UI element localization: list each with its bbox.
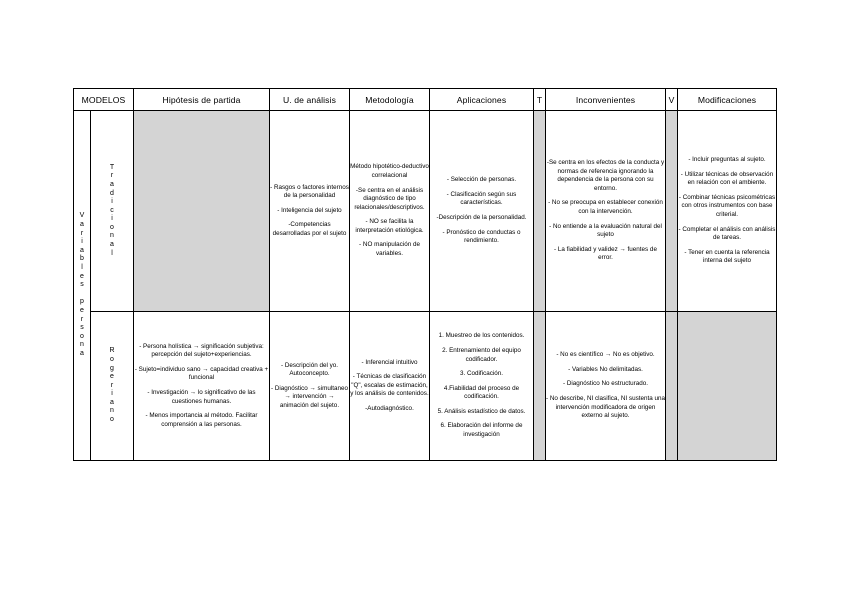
cell-paragraph: - Descripción del yo. Autoconcepto. — [280, 361, 339, 378]
header-v: V — [666, 89, 678, 111]
cell-paragraph: - Técnicas de clasificación "Q", escalas de estimación, y los análisis de contenidos. — [350, 373, 429, 398]
side-label-variables-persona — [74, 111, 91, 461]
tradicional-hipotesis-empty — [134, 111, 270, 312]
model-name-rogeriano — [91, 312, 134, 461]
tradicional-metodologia — [350, 111, 430, 312]
cell-paragraph: Método hipotético-deductivo correlacional — [350, 163, 429, 179]
vertical-letter: o — [110, 355, 114, 363]
header-inconvenientes: Inconvenientes — [546, 89, 666, 111]
vertical-letter: d — [110, 189, 114, 197]
cell-paragraph: 1. Muestreo de los contenidos. — [438, 332, 525, 340]
vertical-letter: s — [80, 281, 84, 289]
cell-paragraph: - Diagnóstico No estructurado. — [562, 380, 649, 388]
tradicional-aplicaciones — [430, 111, 534, 312]
header-modificaciones: Modificaciones — [678, 89, 777, 111]
tradicional-modificaciones — [678, 111, 777, 312]
cell-paragraph: - La fiabilidad y validez → fuentes de error. — [554, 245, 657, 262]
row-rogeriano — [74, 312, 777, 461]
cell-paragraph: - Combinar técnicas psicométricas con otros instrumentos con base criterial. — [678, 193, 776, 218]
header-modelos: MODELOS — [74, 89, 134, 111]
models-table — [73, 88, 777, 461]
vertical-letter — [74, 290, 90, 299]
tradicional-v — [666, 111, 678, 312]
cell-paragraph: - Tener en cuenta la referencia interna del sujeto — [684, 248, 770, 265]
model-name-tradicional — [91, 111, 134, 312]
vertical-letter: r — [80, 229, 84, 237]
cell-paragraph: 2. Entrenamiento del equipo codificador. — [442, 346, 521, 363]
vertical-letter: s — [80, 324, 84, 332]
vertical-letter: i — [81, 238, 83, 246]
cell-paragraph: - Clasificación según sus características. — [446, 190, 517, 207]
vertical-letter: g — [110, 364, 114, 372]
vertical-letter: e — [80, 306, 84, 314]
cell-paragraph: - Selección de personas. — [446, 176, 517, 184]
cell-paragraph: - Completar el análisis con análisis de tareas. — [678, 225, 776, 242]
vertical-letter: r — [110, 381, 114, 389]
cell-paragraph: - Diagnóstico → simultaneo → intervención → animación del sujeto. — [271, 384, 348, 409]
cell-paragraph: -Se centra en los efectos de la conducta y normas de referencia ignorando la dependencia de la persona con su entorno. — [546, 159, 665, 192]
vertical-letter: a — [110, 180, 114, 188]
vertical-letter: l — [111, 249, 113, 257]
cell-paragraph: - Pronóstico de conductas o rendimiento. — [442, 228, 521, 245]
vertical-letter: R — [109, 347, 115, 355]
cell-paragraph: -Se centra en el análisis diagnóstico de tipo relacionales/descriptivos. — [354, 186, 425, 211]
cell-paragraph: - Rasgos o factores internos de la personalidad — [270, 183, 349, 200]
vertical-letter: o — [80, 332, 84, 340]
vertical-letter: a — [80, 221, 84, 229]
header-row — [74, 89, 777, 111]
cell-paragraph: 5. Análisis estadístico de datos. — [437, 407, 526, 415]
cell-paragraph: - Variables No delimitadas. — [568, 365, 643, 373]
vertical-letter: e — [110, 373, 114, 381]
vertical-letter: o — [110, 416, 114, 424]
tradicional-unidad — [270, 111, 350, 312]
vertical-letter: V — [79, 212, 85, 220]
cell-paragraph: 6. Elaboración del informe de investigación — [440, 422, 523, 439]
cell-paragraph: -Competencias desarrolladas por el sujeto — [272, 221, 347, 237]
row-tradicional — [74, 111, 777, 312]
cell-paragraph: - Investigación → lo significativo de las cuestiones humanas. — [147, 389, 256, 405]
header-unidad-analisis: U. de análisis — [270, 89, 350, 111]
header-t: T — [534, 89, 546, 111]
vertical-letter: a — [80, 349, 84, 357]
vertical-letter: r — [110, 172, 114, 180]
header-aplicaciones: Aplicaciones — [430, 89, 534, 111]
vertical-letter: a — [110, 398, 114, 406]
cell-paragraph: -Autodiagnóstico. — [365, 404, 414, 412]
tradicional-t — [534, 111, 546, 312]
header-metodologia: Metodología — [350, 89, 430, 111]
vertical-letter: c — [110, 206, 114, 214]
header-hipotesis: Hipótesis de partida — [134, 89, 270, 111]
tradicional-inconvenientes — [546, 111, 666, 312]
cell-paragraph: - Utilizar técnicas de observación en relación con el ambiente. — [680, 170, 774, 187]
vertical-letter: i — [111, 215, 113, 223]
rogeriano-hipotesis — [134, 312, 270, 461]
cell-paragraph: - No se preocupa en establecer conexión con la intervención. — [548, 199, 663, 215]
vertical-letter: n — [110, 232, 114, 240]
cell-paragraph: - Sujeto=individuo sano → capacidad creativa + funcional — [134, 365, 269, 382]
vertical-letter: b — [80, 255, 84, 263]
vertical-letter: n — [80, 341, 84, 349]
rogeriano-unidad — [270, 312, 350, 461]
vertical-letter: i — [111, 198, 113, 206]
rogeriano-aplicaciones — [430, 312, 534, 461]
cell-paragraph: - Menos importancia al método. Facilitar comprensión a las personas. — [145, 412, 258, 428]
cell-paragraph: - No entiende a la evaluación natural del sujeto — [549, 222, 662, 239]
rogeriano-v — [666, 312, 678, 461]
vertical-letter: n — [110, 407, 114, 415]
cell-paragraph: - Inteligencia del sujeto — [277, 206, 342, 214]
vertical-letter: T — [109, 163, 115, 171]
cell-paragraph: - No es científico → No es objetivo. — [556, 351, 655, 359]
cell-paragraph: - Incluir preguntas al sujeto. — [688, 156, 766, 164]
rogeriano-t — [534, 312, 546, 461]
cell-paragraph: -Descripción de la personalidad. — [436, 214, 527, 221]
vertical-letter: o — [110, 223, 114, 231]
cell-paragraph: - NO se facilita la interpretación etiológica. — [355, 218, 424, 234]
vertical-letter: i — [111, 390, 113, 398]
cell-paragraph: 3. Codificación. — [459, 370, 504, 378]
cell-paragraph: - NO manipulación de variables. — [359, 241, 420, 258]
vertical-letter: e — [80, 272, 84, 280]
vertical-letter: a — [80, 246, 84, 254]
vertical-letter: r — [80, 315, 84, 323]
cell-paragraph: 4.Fiabilidad del proceso de codificación. — [443, 384, 520, 401]
vertical-letter: a — [110, 241, 114, 249]
rogeriano-modificaciones-empty — [678, 312, 777, 461]
vertical-letter: l — [81, 264, 83, 272]
rogeriano-metodologia — [350, 312, 430, 461]
cell-paragraph: - Persona holística → significación subjetiva: percepción del sujeto+experiencias. — [139, 342, 264, 359]
vertical-letter: p — [80, 298, 84, 306]
cell-paragraph: - No describe, NI clasifica, NI sustenta una intervención modificadora de origen externo al sujeto. — [546, 395, 665, 420]
cell-paragraph: - Inferencial intuitivo — [361, 358, 418, 366]
rogeriano-inconvenientes — [546, 312, 666, 461]
